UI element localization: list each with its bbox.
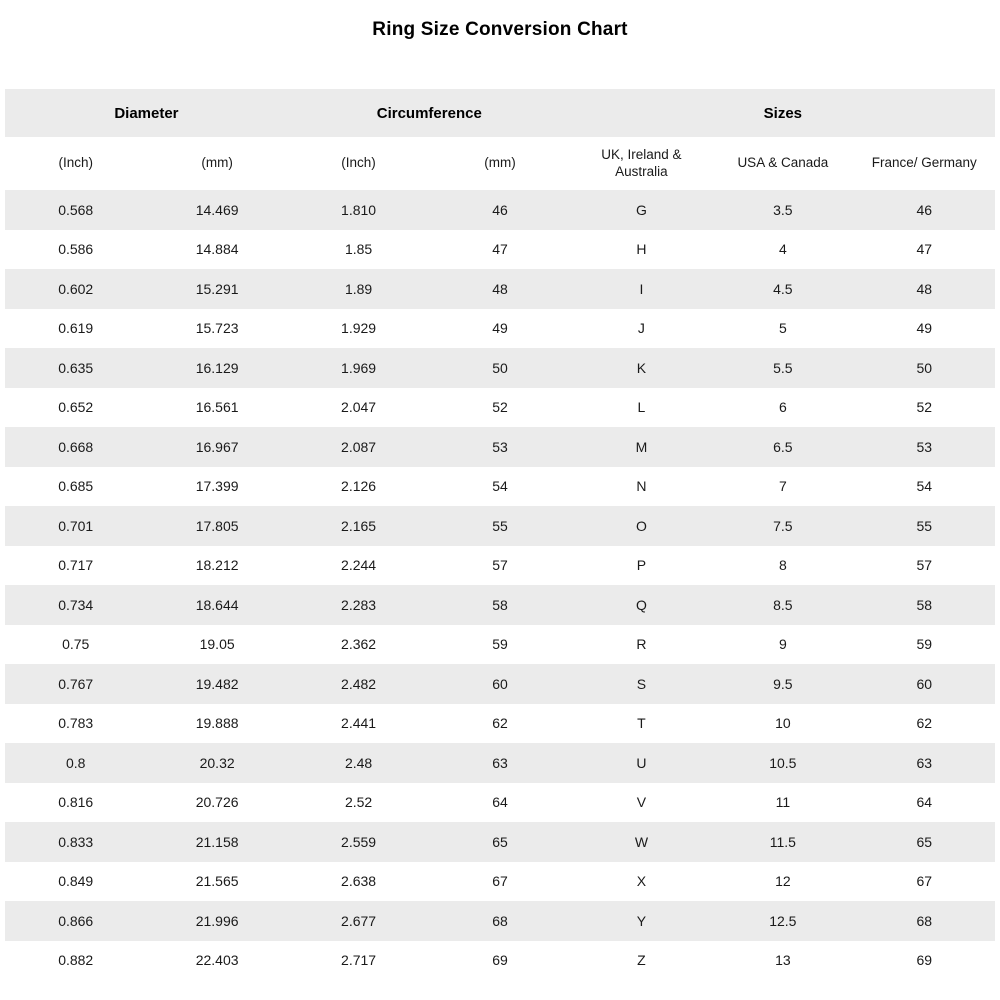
table-cell: 13	[775, 952, 791, 969]
table-cell: 1.89	[344, 280, 373, 297]
table-cell: 0.668	[58, 438, 94, 455]
table-cell: 57	[916, 557, 933, 574]
table-cell: T	[637, 715, 646, 732]
table-cell: 0.619	[58, 320, 94, 337]
table-row	[5, 862, 995, 902]
group-header-diameter: Diameter	[114, 104, 179, 122]
table-cell: Q	[635, 596, 647, 613]
table-row	[5, 941, 995, 981]
table-row	[5, 388, 995, 428]
table-cell: 21.158	[195, 833, 239, 850]
table-cell: M	[635, 438, 648, 455]
table-cell: 2.482	[341, 675, 377, 692]
table-cell: 2.047	[341, 399, 377, 416]
table-cell: 46	[916, 201, 933, 218]
table-cell: 0.701	[58, 517, 94, 534]
table-cell: 54	[916, 478, 933, 495]
table-cell: 0.816	[58, 794, 94, 811]
page-title: Ring Size Conversion Chart	[372, 19, 628, 40]
table-cell: 14.884	[195, 241, 239, 258]
table-cell: 64	[492, 794, 508, 811]
table-cell: 20.32	[199, 754, 235, 771]
table-cell: 62	[916, 715, 933, 732]
table-cell: 12.5	[769, 912, 797, 929]
group-header-circumference: Circumference	[376, 104, 482, 122]
column-header-circumference-mm: (mm)	[484, 155, 516, 171]
table-cell: 50	[492, 359, 508, 376]
table-cell: R	[636, 636, 647, 653]
table-cell: 11.5	[769, 833, 796, 850]
table-cell: 6.5	[773, 438, 793, 455]
table-cell: 2.126	[341, 478, 377, 495]
table-cell: 2.559	[341, 833, 377, 850]
table-cell: 59	[492, 636, 508, 653]
table-cell: 15.291	[195, 280, 239, 297]
table-cell: G	[635, 201, 647, 218]
table-row	[5, 546, 995, 586]
table-row	[5, 822, 995, 862]
table-cell: 46	[492, 201, 508, 218]
table-cell: 2.165	[341, 517, 377, 534]
table-row	[5, 230, 995, 270]
table-row	[5, 190, 995, 230]
column-header-france-germany: France/ Germany	[871, 155, 977, 171]
table-subheader-row	[5, 137, 995, 190]
table-row	[5, 506, 995, 546]
table-cell: 62	[492, 715, 508, 732]
table-cell: I	[639, 280, 644, 297]
table-cell: W	[634, 833, 649, 850]
table-cell: 4.5	[773, 280, 793, 297]
table-cell: 65	[492, 833, 508, 850]
table-cell: H	[636, 241, 647, 258]
table-cell: 1.85	[344, 241, 373, 258]
table-cell: S	[636, 675, 647, 692]
table-cell: 49	[916, 320, 933, 337]
table-cell: 63	[916, 754, 933, 771]
table-cell: 2.283	[341, 596, 377, 613]
table-cell: 47	[492, 241, 508, 258]
table-cell: 1.929	[341, 320, 377, 337]
table-cell: 3.5	[773, 201, 793, 218]
table-cell: 60	[492, 675, 508, 692]
table-cell: 18.212	[195, 557, 239, 574]
table-cell: 0.734	[58, 596, 94, 613]
table-cell: L	[637, 399, 646, 416]
table-cell: 4	[778, 241, 787, 258]
table-cell: 69	[916, 952, 933, 969]
table-cell: 17.399	[195, 478, 239, 495]
table-cell: 17.805	[195, 517, 239, 534]
table-cell: 57	[492, 557, 508, 574]
table-cell: 16.967	[195, 438, 239, 455]
table-cell: 12	[775, 873, 791, 890]
table-cell: 16.561	[195, 399, 239, 416]
table-cell: 2.638	[341, 873, 377, 890]
table-cell: 67	[492, 873, 508, 890]
table-cell: 49	[492, 320, 508, 337]
table-row	[5, 309, 995, 349]
table-cell: Z	[637, 952, 646, 969]
table-cell: 10	[775, 715, 791, 732]
table-cell: 1.969	[341, 359, 377, 376]
table-cell: 69	[492, 952, 508, 969]
table-cell: 0.635	[58, 359, 94, 376]
table-cell: 59	[916, 636, 933, 653]
table-cell: 2.48	[344, 754, 373, 771]
table-cell: 0.767	[58, 675, 94, 692]
column-header-diameter-inch: (Inch)	[58, 155, 93, 171]
table-cell: 52	[916, 399, 933, 416]
table-cell: 53	[492, 438, 508, 455]
table-cell: 58	[492, 596, 508, 613]
table-cell: 65	[916, 833, 933, 850]
table-cell: 2.441	[341, 715, 377, 732]
table-cell: 8	[778, 557, 787, 574]
conversion-table	[5, 89, 995, 980]
table-cell: 2.52	[344, 794, 373, 811]
table-cell: 60	[916, 675, 933, 692]
table-cell: 21.565	[195, 873, 239, 890]
table-row	[5, 901, 995, 941]
table-row	[5, 427, 995, 467]
table-cell: 68	[916, 912, 933, 929]
table-cell: O	[635, 517, 647, 534]
column-header-circumference-inch: (Inch)	[341, 155, 376, 171]
table-row	[5, 269, 995, 309]
table-cell: 50	[916, 359, 933, 376]
table-cell: 7	[778, 478, 787, 495]
table-cell: 21.996	[195, 912, 239, 929]
table-cell: N	[636, 478, 647, 495]
group-header-sizes: Sizes	[763, 104, 803, 122]
table-cell: 8.5	[773, 596, 793, 613]
table-cell: 0.783	[58, 715, 94, 732]
table-body	[5, 190, 995, 980]
table-cell: 68	[492, 912, 508, 929]
table-cell: K	[636, 359, 647, 376]
table-cell: 5	[778, 320, 787, 337]
table-cell: 0.8	[65, 754, 86, 771]
table-cell: V	[636, 794, 647, 811]
table-cell: 0.75	[62, 636, 90, 653]
table-cell: 14.469	[195, 201, 239, 218]
table-row	[5, 704, 995, 744]
table-cell: P	[636, 557, 647, 574]
table-row	[5, 783, 995, 823]
table-cell: 53	[916, 438, 933, 455]
table-cell: 48	[916, 280, 933, 297]
table-cell: 63	[492, 754, 508, 771]
table-cell: 0.849	[58, 873, 94, 890]
table-cell: 19.05	[199, 636, 235, 653]
table-row	[5, 664, 995, 704]
title-area	[0, 0, 1000, 89]
table-row	[5, 625, 995, 665]
column-header-uk-ireland-australia: UK, Ireland & Australia	[601, 147, 682, 179]
table-cell: 0.568	[58, 201, 94, 218]
table-cell: 2.362	[341, 636, 377, 653]
table-cell: 2.717	[341, 952, 377, 969]
table-row	[5, 743, 995, 783]
table-cell: 58	[916, 596, 933, 613]
table-row	[5, 348, 995, 388]
table-cell: 0.685	[58, 478, 94, 495]
table-cell: 0.652	[58, 399, 94, 416]
table-cell: 16.129	[195, 359, 239, 376]
table-row	[5, 467, 995, 507]
table-cell: 15.723	[195, 320, 239, 337]
table-cell: 2.087	[341, 438, 377, 455]
table-cell: 2.244	[341, 557, 377, 574]
table-cell: 18.644	[195, 596, 239, 613]
column-header-usa-canada: USA & Canada	[737, 155, 829, 171]
table-cell: 0.717	[58, 557, 94, 574]
table-cell: 48	[492, 280, 508, 297]
table-cell: Y	[636, 912, 647, 929]
table-cell: 0.882	[58, 952, 94, 969]
table-cell: 0.866	[58, 912, 94, 929]
table-cell: 19.482	[195, 675, 239, 692]
table-cell: 20.726	[195, 794, 239, 811]
table-cell: 2.677	[341, 912, 377, 929]
table-cell: 22.403	[195, 952, 239, 969]
table-cell: 55	[916, 517, 933, 534]
table-cell: 47	[916, 241, 933, 258]
table-cell: 6	[778, 399, 787, 416]
table-cell: 9.5	[773, 675, 793, 692]
table-cell: U	[636, 754, 647, 771]
table-cell: X	[636, 873, 647, 890]
table-cell: 0.833	[58, 833, 94, 850]
table-row	[5, 585, 995, 625]
table-cell: 10.5	[769, 754, 797, 771]
table-cell: 11	[775, 794, 791, 811]
table-cell: J	[637, 320, 645, 337]
table-cell: 5.5	[773, 359, 793, 376]
table-cell: 67	[916, 873, 933, 890]
table-cell: 9	[778, 636, 787, 653]
table-cell: 1.810	[341, 201, 377, 218]
table-group-header-row	[5, 89, 995, 137]
table-cell: 64	[916, 794, 933, 811]
table-cell: 55	[492, 517, 508, 534]
table-cell: 0.602	[58, 280, 94, 297]
table-cell: 52	[492, 399, 508, 416]
column-header-diameter-mm: (mm)	[201, 155, 233, 171]
table-cell: 19.888	[195, 715, 239, 732]
table-cell: 54	[492, 478, 508, 495]
table-cell: 7.5	[773, 517, 793, 534]
table-cell: 0.586	[58, 241, 94, 258]
